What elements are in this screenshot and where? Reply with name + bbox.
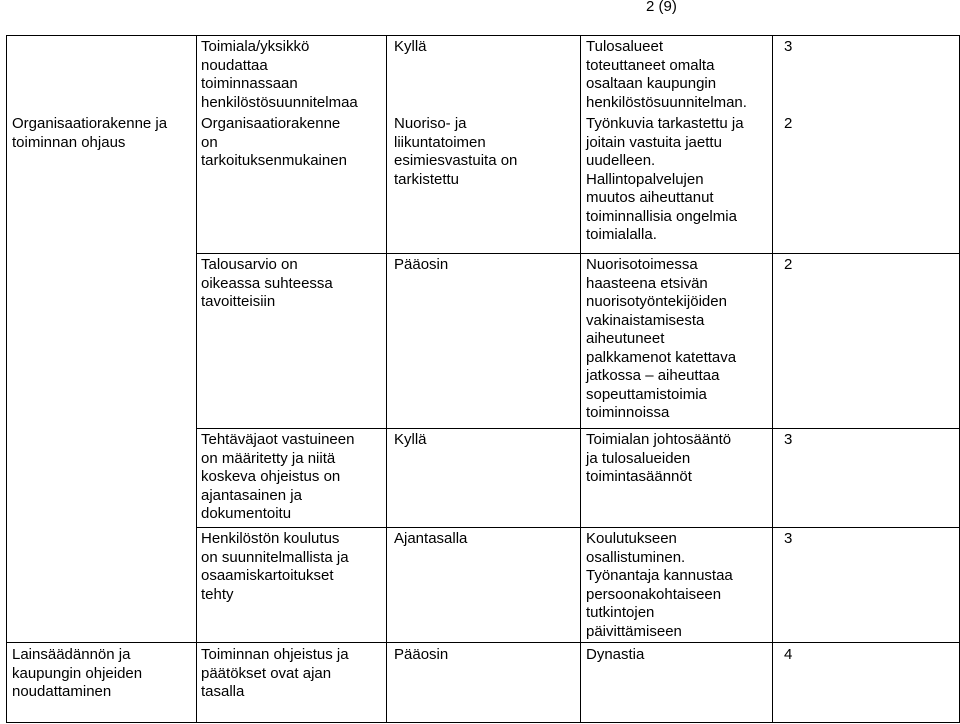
- status-text: Kyllä: [394, 38, 427, 55]
- score-text: 2: [784, 115, 793, 132]
- criterion-text: Organisaatiorakenne on tarkoituksenmukainen: [201, 115, 347, 169]
- score-text: 3: [784, 431, 793, 448]
- table-rule: [196, 527, 960, 528]
- criterion-text: Toiminnan ohjeistus ja päätökset ovat ajan tasalla: [201, 646, 349, 700]
- table-rule: [772, 35, 773, 723]
- group-label: Lainsäädännön ja kaupungin ohjeiden noudattaminen: [12, 646, 143, 700]
- table-rule: [6, 35, 7, 723]
- table-rule: [6, 35, 960, 36]
- status-text: Pääosin: [394, 256, 449, 273]
- table-rule: [580, 35, 581, 723]
- table-rule: [386, 35, 387, 723]
- observation-text: Toimialan johtosääntö ja tulosalueiden toimintasäännöt: [586, 431, 732, 485]
- table-rule: [196, 428, 960, 429]
- criterion-text: Talousarvio on oikeassa suhteessa tavoitteisiin: [201, 256, 333, 310]
- observation-text: Tulosalueet toteuttaneet omalta osaltaan kaupungin henkilöstösuunnitelman.: [586, 38, 747, 111]
- score-text: 3: [784, 530, 793, 547]
- table-rule: [196, 35, 197, 723]
- table-rule: [196, 642, 960, 643]
- score-text: 2: [784, 256, 793, 273]
- observation-text: Koulutukseen osallistuminen. Työnantaja kannustaa persoonakohtaiseen tutkintojen päivittämiseen: [586, 530, 733, 640]
- status-text: Pääosin: [394, 646, 449, 663]
- group-label: Organisaatiorakenne ja toiminnan ohjaus: [12, 115, 168, 151]
- criterion-text: Henkilöstön koulutus on suunnitelmallista ja osaamiskartoitukset tehty: [201, 530, 349, 603]
- status-text: Ajantasalla: [394, 530, 468, 547]
- score-text: 4: [784, 646, 793, 663]
- status-text: Nuoriso- ja liikuntatoimen esimiesvastuita on tarkistettu: [394, 115, 518, 188]
- observation-text: Työnkuvia tarkastettu ja joitain vastuita jaettu uudelleen. Hallintopalvelujen muutos aiheuttanut toiminnallisia ongelmia toimialalla.: [586, 115, 744, 243]
- status-text: Kyllä: [394, 431, 427, 448]
- criterion-text: Toimiala/yksikkö noudattaa toiminnassaan henkilöstösuunnitelmaa: [201, 38, 358, 111]
- table-rule: [6, 642, 197, 643]
- table-rule: [196, 253, 960, 254]
- table-rule: [6, 722, 960, 723]
- observation-text: Nuorisotoimessa haasteena etsivän nuorisotyöntekijöiden vakinaistamisesta aiheutuneet palkkamenot katettava jatkossa – aiheuttaa sopeuttamistoimia toiminnoissa: [586, 256, 737, 421]
- score-text: 3: [784, 38, 793, 55]
- observation-text: Dynastia: [586, 646, 645, 663]
- criterion-text: Tehtäväjaot vastuineen on määritetty ja niitä koskeva ohjeistus on ajantasainen ja dokumentoitu: [201, 431, 355, 522]
- page-number: 2 (9): [646, 0, 677, 15]
